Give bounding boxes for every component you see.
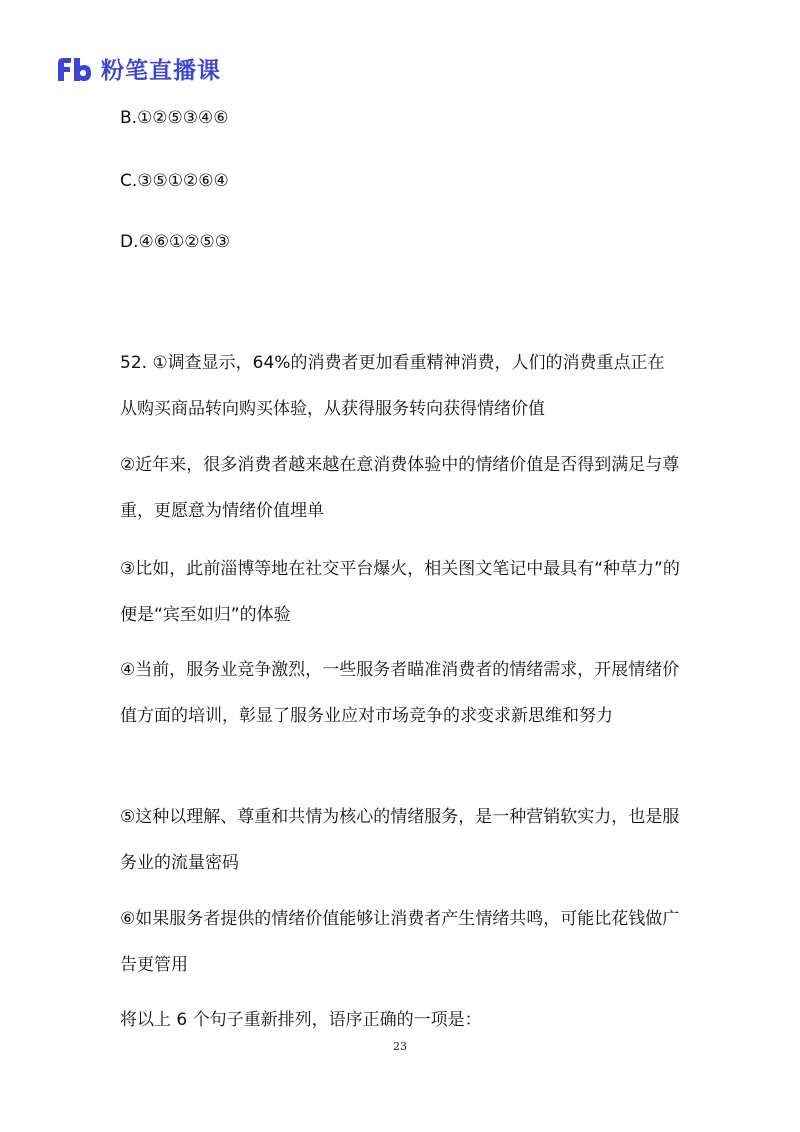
sentence-5: ⑤这种以理解、尊重和共情为核心的情绪服务，是一种营销软实力，也是服务业的流量密码 bbox=[120, 807, 680, 873]
option-b: B.①②⑤③④⑥ bbox=[120, 108, 229, 128]
page-number: 23 bbox=[393, 1040, 407, 1053]
sentence-1: 52. ①调查显示，64%的消费者更加看重精神消费，人们的消费重点正在从购买商品转向购买体验，从获得服务转向获得情绪价值 bbox=[120, 353, 665, 419]
brand-logo bbox=[55, 52, 221, 85]
option-d: D.④⑥①②⑤③ bbox=[120, 232, 230, 252]
sentence-6: ⑥如果服务者提供的情绪价值能够让消费者产生情绪共鸣，可能比花钱做广告更管用 bbox=[120, 909, 680, 975]
fb-logo-icon bbox=[55, 55, 93, 83]
sentence-2: ②近年来，很多消费者越来越在意消费体验中的情绪价值是否得到满足与尊重，更愿意为情绪价值埋单 bbox=[120, 455, 680, 521]
sentence-4: ④当前，服务业竞争激烈，一些服务者瞄准消费者的情绪需求，开展情绪价值方面的培训，彰显了服务业应对市场竞争的求变求新思维和努力 bbox=[120, 660, 680, 726]
logo-text: 粉笔直播课 bbox=[101, 58, 221, 84]
sentence-3: ③比如，此前淄博等地在社交平台爆火，相关图文笔记中最具有“种草力”的便是“宾至如归”的体验 bbox=[120, 559, 680, 625]
option-c: C.③⑤①②⑥④ bbox=[120, 171, 229, 191]
question-prompt: 将以上 6 个句子重新排列，语序正确的一项是： bbox=[120, 1010, 482, 1030]
